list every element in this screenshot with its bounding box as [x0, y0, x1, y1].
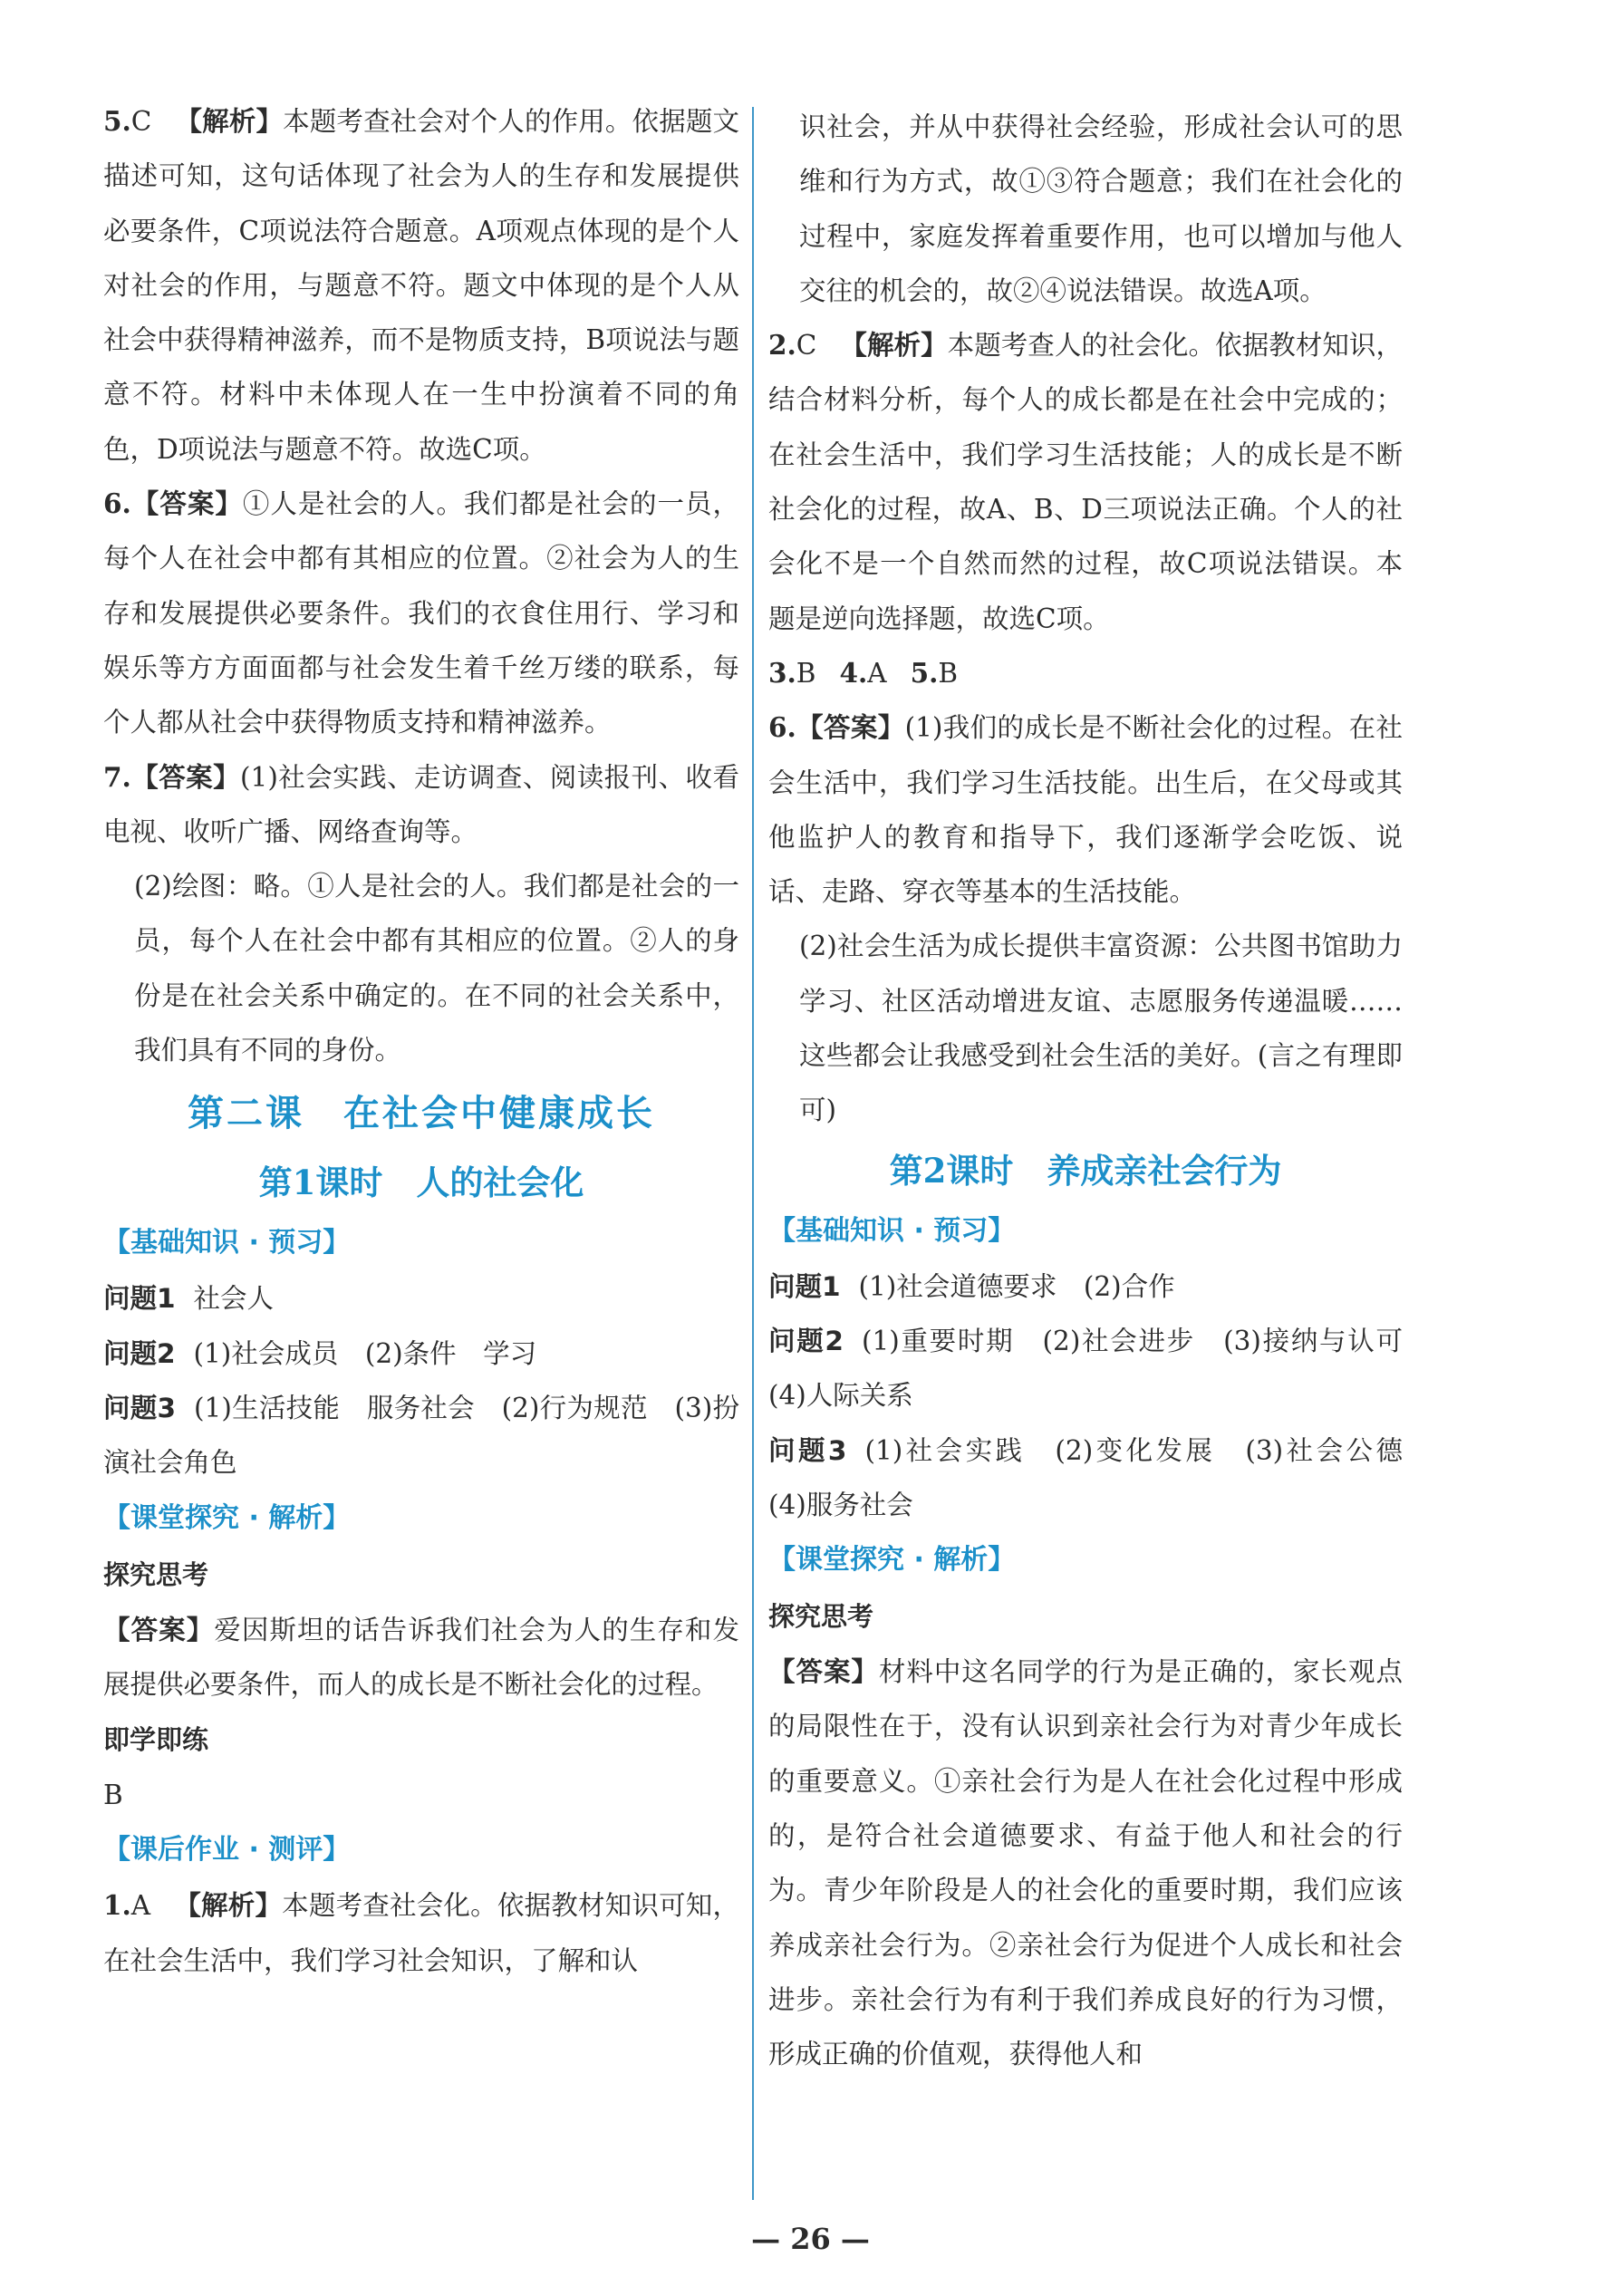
question-answer: (1)生活技能 服务社会 (2)行为规范 (3)扮演社会角色	[103, 1392, 739, 1479]
lesson-title: 第1课时 人的社会化	[258, 1162, 584, 1203]
answer-text-part1: (1)社会实践、走访调查、阅读报刊、收看电视、收听广播、网络查询等。	[103, 761, 739, 847]
basic-item	[103, 1326, 739, 1381]
answer-7-part2: (2)绘图：略。①人是社会的人。我们都是社会的一员，每个人在社会中都有其相应的位置。②人的身份是在社会关系中确定的。在不同的社会关系中，我们具有不同的身份。	[134, 871, 739, 1066]
answer-5	[103, 94, 739, 477]
answer-text-part1: (1)我们的成长是不断社会化的过程。在社会生活中，我们学习生活技能。出生后，在父母或其他监护人的教育和指导下，我们逐渐学会吃饭、说话、走路、穿衣等基本的生活技能。	[768, 712, 1403, 908]
answer-text: 爱因斯坦的话告诉我们社会为人的生存和发展提供必要条件，而人的成长是不断社会化的过程。	[103, 1614, 739, 1700]
section-heading-basic: 【基础知识 · 预习】	[103, 1227, 351, 1259]
item-answer: B	[938, 657, 959, 689]
answer-text: 材料中这名同学的行为是正确的，家长观点的局限性在于，没有认识到亲社会行为对青少年成长的重要意义。①亲社会行为是人在社会化过程中形成的，是符合社会道德要求、有益于他人和社会的行为。青少年阶段是人的社会化的重要时期，我们应该养成亲社会行为。②亲社会行为促进个人成长和社会进步。亲社会行为有利于我们养成良好的行为习惯，形成正确的价值观，获得他人和	[768, 1656, 1403, 2070]
homework-answer-6-part2: (2)社会生活为成长提供丰富资源：公共图书馆助力学习、社区活动增进友谊、志愿服务传递温暖……这些都会让我感受到社会生活的美好。(言之有理即可)	[799, 931, 1403, 1126]
question-label: 问题2	[768, 1325, 844, 1356]
item-answer: C	[796, 330, 817, 362]
item-answer: A	[130, 1890, 151, 1922]
section-heading-class: 【课堂探究 · 解析】	[103, 1501, 351, 1534]
analysis-text: 本题考查人的社会化。依据教材知识，结合材料分析，每个人的成长都是在社会中完成的；在社会生活中，我们学习生活技能；人的成长是不断社会化的过程，故A、B、D三项说法正确。个人的社会化不是一个自然而然的过程，故C项说法错误。本题是逆向选择题，故选C项。	[768, 330, 1403, 634]
question-answer: (1)重要时期 (2)社会进步 (3)接纳与认可 (4)人际关系	[768, 1325, 1430, 1412]
basic-item	[768, 1314, 1430, 1423]
analysis-tag: 【解析】	[175, 105, 284, 137]
item-number: 5.	[103, 105, 131, 137]
column-divider	[752, 107, 754, 2200]
item-number: 2.	[768, 329, 796, 362]
left-column	[103, 94, 739, 1988]
item-answer: B	[796, 657, 816, 689]
answer-tag: 【答案】	[796, 711, 905, 744]
section-heading-class: 【课堂探究 · 解析】	[768, 1544, 1016, 1577]
subheading-practice: 即学即练	[103, 1724, 209, 1756]
answer-tag: 【答案】	[768, 1655, 879, 1688]
answer-6	[103, 477, 739, 749]
question-label: 问题2	[103, 1337, 176, 1369]
section-heading-homework: 【课后作业 · 测评】	[103, 1834, 351, 1867]
subheading-explore: 探究思考	[103, 1558, 209, 1590]
homework-answers-3-5	[768, 646, 1403, 700]
homework-answer-1	[103, 1878, 739, 1988]
answer-tag: 【答案】	[103, 1613, 215, 1645]
analysis-tag: 【解析】	[174, 1889, 283, 1922]
explore-answer	[103, 1603, 739, 1712]
homework-answer-1-continued: 识社会，并从中获得社会经验，形成社会认可的思维和行为方式，故①③符合题意；我们在社会化的过程中，家庭发挥着重要作用，也可以增加与他人交往的机会的，故②④说法错误。故选A项。	[799, 111, 1403, 306]
practice-answer: B	[103, 1780, 123, 1811]
right-column	[768, 100, 1430, 2082]
item-number: 6.	[103, 487, 131, 520]
item-number: 4.	[839, 656, 868, 689]
item-number: 5.	[910, 656, 939, 689]
homework-answer-6	[768, 700, 1403, 919]
answer-tag: 【答案】	[130, 760, 241, 793]
chapter-title: 第二课 在社会中健康成长	[188, 1092, 655, 1135]
analysis-text: 本题考查社会化。依据教材知识可知，在社会生活中，我们学习社会知识，了解和认	[103, 1890, 739, 1976]
item-answer: A	[867, 657, 887, 689]
analysis-tag: 【解析】	[840, 329, 948, 362]
question-label: 问题1	[768, 1270, 841, 1302]
lesson-title: 第2课时 养成亲社会行为	[889, 1150, 1282, 1191]
basic-item	[768, 1423, 1430, 1533]
question-answer: 社会人	[193, 1283, 275, 1315]
explore-answer	[768, 1645, 1403, 2081]
answer-text: ①人是社会的人。我们都是社会的一员，每个人在社会中都有其相应的位置。②社会为人的生存和发展提供必要条件。我们的衣食住用行、学习和娱乐等方方面面都与社会发生着千丝万缕的联系，每个人都从社会中获得物质支持和精神滋养。	[103, 488, 739, 738]
item-answer: C	[130, 106, 152, 137]
item-number: 3.	[768, 656, 796, 689]
question-label: 问题3	[103, 1392, 177, 1423]
item-number: 7.	[103, 760, 131, 793]
subheading-explore: 探究思考	[768, 1601, 874, 1633]
question-label: 问题3	[768, 1434, 847, 1466]
question-answer: (1)社会实践 (2)变化发展 (3)社会公德 (4)服务社会	[768, 1434, 1430, 1520]
basic-item	[103, 1381, 739, 1490]
homework-answer-2	[768, 318, 1403, 646]
analysis-text: 本题考查社会对个人的作用。依据题文描述可知，这句话体现了社会为人的生存和发展提供必要条件，C项说法符合题意。A项观点体现的是个人对社会的作用，与题意不符。题文中体现的是个人从社会中获得精神滋养，而不是物质支持，B项说法与题意不符。材料中未体现人在一生中扮演着不同的角色，D项说法与题意不符。故选C项。	[103, 106, 739, 465]
question-label: 问题1	[103, 1283, 176, 1315]
section-heading-basic: 【基础知识 · 预习】	[768, 1214, 1016, 1247]
basic-item	[768, 1259, 1403, 1314]
answer-tag: 【答案】	[130, 487, 243, 520]
item-number: 1.	[103, 1889, 131, 1922]
question-answer: (1)社会成员 (2)条件 学习	[193, 1337, 537, 1369]
item-number: 6.	[768, 711, 796, 744]
page-number: — 26 —	[751, 2222, 870, 2256]
basic-item	[103, 1271, 739, 1326]
question-answer: (1)社会道德要求 (2)合作	[858, 1270, 1175, 1302]
answer-7	[103, 750, 739, 860]
